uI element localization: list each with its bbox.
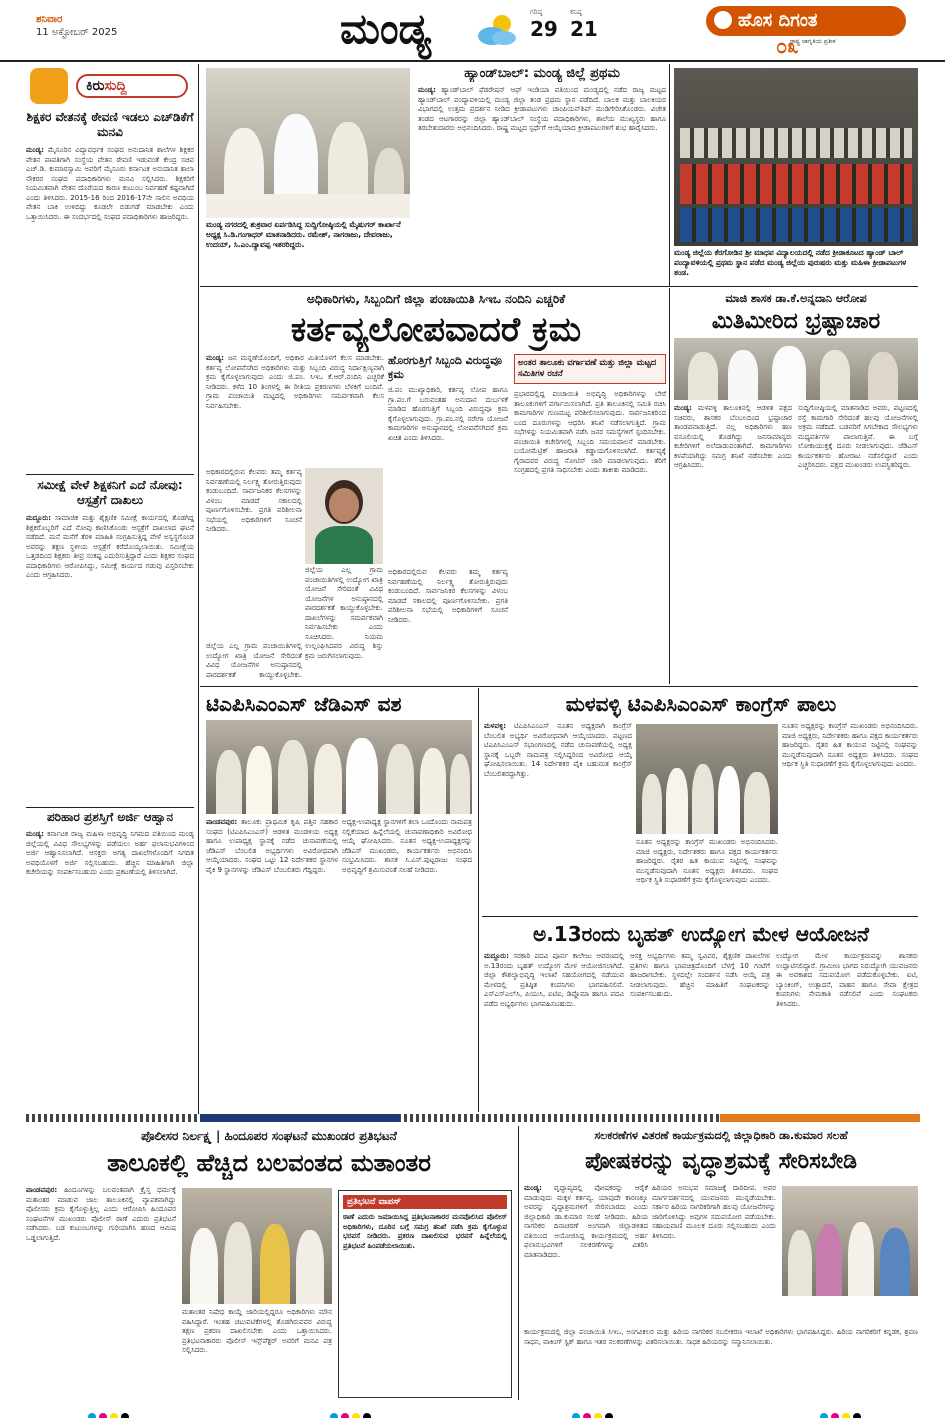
elders-body-col1 [524, 1184, 648, 1324]
megaphone-icon [30, 68, 68, 104]
lamp-icon [714, 11, 732, 29]
reg-dot [99, 1413, 107, 1418]
temp-min: ಕನಿಷ್ಠ 21 [570, 8, 598, 41]
brief-2-headline: ಸಮೀಕ್ಷೆ ವೇಳೆ ಶಿಕ್ಷಕನಿಗೆ ಎದೆ ನೋವು: ಆಸ್ಪತ್ರೆಗೆ ದಾಖಲು [37, 478, 183, 507]
jobfair-body-col3: ಉದ್ಯೋಗ ಮೇಳ ಕಾರ್ಯಕ್ರಮವನ್ನು ಶಾಸಕರು ಉದ್ಘಾಟಿಸಲಿದ್ದಾರೆ. ಗ್ರಾಮೀಣ ಭಾಗದ ನಿರುದ್ಯೋಗಿ ಯುವಜನರು ಈ ಅವಕಾಶದ ಸದುಪಯೋಗ ಪಡೆದುಕೊಳ್ಳಬೇಕು. ಐಟಿ, ಬ್ಯಾಂಕಿಂಗ್, ಉತ್ಪಾದನೆ, ವಾಹನ ಹಾಗೂ ಸೇವಾ ಕ್ಷೇತ್ರದ ಕಂಪನಿಗಳು ನೇಮಕಾತಿ ನಡೆಸಲಿವೆ ಎಂದು ಸಂಘಟಕರು ತಿಳಿಸಿದರು. [776, 952, 918, 1008]
reg-dot [853, 1413, 861, 1418]
jds-body-col1 [206, 818, 338, 1110]
masthead-date-block [36, 14, 186, 38]
col-rule-jds [478, 688, 479, 1112]
elders-body-col2: ಹಿರಿಯರ ಅನುಭವ ಸಮಾಜಕ್ಕೆ ದಾರಿದೀಪ. ಅವರ ಮಾರ್ಗದರ್ಶನದಲ್ಲಿ ಯುವಜನರು ಮುನ್ನಡೆಯಬೇಕು. ಸರ್ಕಾರ ಹಿರಿಯ ನಾಗರಿಕರಿಗಾಗಿ ಹಲವು ಯೋಜನೆಗಳನ್ನು ಜಾರಿಗೊಳಿಸಿದ್ದು ಅವುಗಳ ಸದುಪಯೋಗ ಪಡೆಯಬೇಕು. ಸಹಾಯವಾಣಿ ಮೂಲಕ ದೂರು ಸಲ್ಲಿಸಬಹುದು ಎಂದು ತಿಳಿಸಿದರು. [652, 1184, 776, 1240]
conversion-dateline: ಪಾಂಡವಪುರ: [26, 1186, 58, 1194]
lead-box-title: ಹೊರಗುತ್ತಿಗೆ ಸಿಬ್ಬಂದಿ ವಿರುದ್ಧವೂ ಕ್ರಮ [388, 354, 502, 381]
lead-body-col3: ಅಧಿಕಾರದಲ್ಲಿರುವ ಕೆಲವರು ತಮ್ಮ ಕರ್ತವ್ಯ ನಿರ್ವಹಣೆಯಲ್ಲಿ ನಿರ್ಲಕ್ಷ್ಯ ತೋರುತ್ತಿರುವುದು ಕಂಡುಬಂದಿದೆ. ಸಾರ್ವಜನಿಕರ ಕೆಲಸಗಳನ್ನು ವಿಳಂಬ ಮಾಡದೆ ಸಕಾಲದಲ್ಲಿ ಪೂರ್ಣಗೊಳಿಸಬೇಕು. ಪ್ರಗತಿ ಪರಿಶೀಲನಾ ಸಭೆಯಲ್ಲಿ ಅಧಿಕಾರಿಗಳಿಗೆ ಸೂಚನೆ ನೀಡಿದರು. [388, 568, 508, 624]
handball-headline: ಹ್ಯಾಂಡ್‌ಬಾಲ್: ಮಂಡ್ಯ ಜಿಲ್ಲೆ ಪ್ರಥಮ [464, 66, 620, 81]
brief-divider-1 [26, 474, 194, 475]
lead-body-col1c: ಜಿಲ್ಲೆಯ ಎಲ್ಲ ಗ್ರಾಮ ಪಂಚಾಯಿತಿಗಳಲ್ಲಿ ಉದ್ಯೋಗ ಖಾತ್ರಿ ಯೋಜನೆ ಸೇರಿದಂತೆ ವಿವಿಧ ಯೋಜನೆಗಳ ಅನುಷ್ಠಾನದಲ್ಲಿ ಪಾರದರ್ಶಕತೆ ಕಾಯ್ದುಕೊಳ್ಳಬೇಕು. ದಾಖಲೆಗಳನ್ನು ಸಮರ್ಪಕವಾಗಿ ನಿರ್ವಹಿಸಬೇಕು ಎಂದು ಸೂಚಿಸಿದರು. ನಿಯಮ ಉಲ್ಲಂಘಿಸಿದವರ ವಿರುದ್ಧ ಶಿಸ್ತು ಕ್ರಮ ಜರುಗಿಸಲಾಗುವುದು. [305, 566, 383, 660]
brief-2-text: ಸಾಮಾಜಿಕ ಮತ್ತು ಶೈಕ್ಷಣಿಕ ಸಮೀಕ್ಷೆ ಕಾರ್ಯದಲ್ಲಿ ತೊಡಗಿದ್ದ ಶಿಕ್ಷಕರೊಬ್ಬರಿಗೆ ಎದೆ ನೋವು ಕಾಣಿಸಿಕೊಂಡು ಆಸ್ಪತ್ರೆಗೆ ದಾಖಲಾದ ಘಟನೆ ನಡೆದಿದೆ. ಮನೆ ಮನೆಗೆ ತೆರಳಿ ಮಾಹಿತಿ ಸಂಗ್ರಹಿಸುತ್ತಿದ್ದ ವೇಳೆ ಅಸ್ವಸ್ಥಗೊಂಡ ಅವರನ್ನು ತಕ್ಷಣ ಸ್ಥಳೀಯ ಆಸ್ಪತ್ರೆಗೆ ಕರೆದೊಯ್ಯಲಾಯಿತು. ಸಮೀಕ್ಷೆಯ ಒತ್ತಡದಿಂದ ಶಿಕ್ಷಕರು ತೀವ್ರ ಸಂಕಷ್ಟ ಎದುರಿಸುತ್ತಿದ್ದಾರೆ ಎಂದು ಶಿಕ್ಷಕರ ಸಂಘದ ಪದಾಧಿಕಾರಿಗಳು ಆರೋಪಿಸಿದ್ದು, ಸಮೀಕ್ಷೆ ಕಾರ್ಯದ ಗಡುವು ವಿಸ್ತರಿಸಬೇಕು ಎಂದು ಆಗ್ರಹಿಸಿದರು. [26, 514, 194, 579]
lead-sidebar-title-box [514, 354, 666, 384]
brief-3-text: ಕರ್ನಾಟಕ ರಾಜ್ಯ ಮಹಿಳಾ ಅಭಿವೃದ್ಧಿ ನಿಗಮದ ವತಿಯಿಂದ ಮಂಡ್ಯ ಜಿಲ್ಲೆಯಲ್ಲಿ ವಿವಿಧ ಸೌಲಭ್ಯಗಳನ್ನು ಪಡೆಯಲು ಅರ್ಹ ಫಲಾನುಭವಿಗಳಿಂದ ಅರ್ಜಿ ಆಹ್ವಾನಿಸಲಾಗಿದೆ. ಆಸಕ್ತರು ಅಗತ್ಯ ದಾಖಲೆಗಳೊಂದಿಗೆ ನಿಗದಿತ ಅವಧಿಯೊಳಗೆ ಅರ್ಜಿ ಸಲ್ಲಿಸಬಹುದು. ಹೆಚ್ಚಿನ ಮಾಹಿತಿಗಾಗಿ ಜಿಲ್ಲಾ ಕಚೇರಿಯನ್ನು ಸಂಪರ್ಕಿಸಬಹುದು ಎಂದು ಪ್ರಕಟಣೆಯಲ್ಲಿ ತಿಳಿಸಲಾಗಿದೆ. [26, 830, 194, 876]
lead-box [388, 354, 508, 564]
conversion-headline: ತಾಲೂಕಲ್ಲಿ ಹೆಚ್ಚಿದ ಬಲವಂತದ ಮತಾಂತರ [107, 1149, 431, 1177]
brief-3-body [26, 830, 194, 1106]
jds-body-1: ತಾಲೂಕು ಪ್ರಾಥಮಿಕ ಕೃಷಿ ಪತ್ತಿನ ಸಹಕಾರ ಸಂಘದ (ಟಿಎಪಿಸಿಎಂಎಸ್) ಆಡಳಿತ ಮಂಡಳಿಯ ಅಧ್ಯಕ್ಷ ಹಾಗೂ ಉಪಾಧ್ಯಕ್ಷ ಸ್ಥಾನಕ್ಕೆ ನಡೆದ ಚುನಾವಣೆಯಲ್ಲಿ ಜೆಡಿಎಸ್ ಬೆಂಬಲಿತ ಅಭ್ಯರ್ಥಿಗಳು ಅವಿರೋಧವಾಗಿ ಆಯ್ಕೆಯಾದರು. ಸಂಘದ ಒಟ್ಟು 12 ನಿರ್ದೇಶಕರ ಸ್ಥಾನಗಳ ಪೈಕಿ 9 ಸ್ಥಾನಗಳನ್ನು ಜೆಡಿಎಸ್ ಬೆಂಬಲಿತರು ಗೆದ್ದಿದ್ದರು. [206, 818, 338, 874]
lead-body-bottom: ಜಿಲ್ಲೆಯ ಎಲ್ಲ ಗ್ರಾಮ ಪಂಚಾಯಿತಿಗಳಲ್ಲಿ ಉದ್ಯೋಗ ಖಾತ್ರಿ ಯೋಜನೆ ಸೇರಿದಂತೆ ವಿವಿಧ ಯೋಜನೆಗಳ ಅನುಷ್ಠಾನದಲ್ಲಿ ಪಾರದರ್ಶಕತೆ ಕಾಯ್ದುಕೊಳ್ಳಬೇಕು. [206, 642, 302, 679]
masthead [0, 0, 945, 62]
protest-photo [182, 1188, 332, 1304]
handball-caption: ಮಂಡ್ಯ ಜಿಲ್ಲೆಯ ಕೆರಗೋಡಿನ ಶ್ರೀ ಮಾಧವ ವಿದ್ಯಾಲಯದಲ್ಲಿ ನಡೆದ ಕ್ರೀಡಾಕೂಟದ ಹ್ಯಾಂಡ್ ಬಾಲ್ ಪಂದ್ಯಾವಳಿಯಲ್ಲಿ ಪ್ರಥಮ ಸ್ಥಾನ ಪಡೆದ ಮಂಡ್ಯ ಜಿಲ್ಲೆಯ ಪುರುಷರು ಮತ್ತು ಮಹಿಳಾ ಕ್ರೀಡಾಪಟುಗಳ ತಂಡ. [674, 248, 907, 277]
col-rule-lead [669, 288, 670, 684]
reg-dot [583, 1413, 591, 1418]
masthead-date: 11 ಅಕ್ಟೋಬರ್ 2025 [36, 27, 118, 38]
lead-dateline: ಮಂಡ್ಯ: [206, 354, 224, 362]
brief-1-headline: ಶಿಕ್ಷಕರ ವೇತನಕ್ಕೆ ಠೇವಣಿ ಇಡಲು ಎಚ್‌ಡಿಕೆಗೆ ಮನವಿ [26, 110, 194, 139]
reg-dot [88, 1413, 96, 1418]
handball-text: ಹ್ಯಾಂಡ್‌ಬಾಲ್ ಫೆಡರೇಷನ್ ಆಫ್ ಇಂಡಿಯಾ ವತಿಯಿಂದ ಮಂಡ್ಯದಲ್ಲಿ ನಡೆದ ರಾಜ್ಯ ಮಟ್ಟದ ಹ್ಯಾಂಡ್‌ಬಾಲ್ ಪಂದ್ಯಾವಳಿಯಲ್ಲಿ ಮಂಡ್ಯ ಜಿಲ್ಲಾ ತಂಡ ಪ್ರಥಮ ಸ್ಥಾನ ಪಡೆದಿದೆ. ಬಾಲಕ ಮತ್ತು ಬಾಲಕಿಯರ ವಿಭಾಗದಲ್ಲಿ ಉತ್ತಮ ಪ್ರದರ್ಶನ ನೀಡಿದ ಕ್ರೀಡಾಪಟುಗಳು ಚಾಂಪಿಯನ್‌ಶಿಪ್ ಮುಡಿಗೇರಿಸಿಕೊಂಡರು. ವಿಜೇತ ತಂಡದ ಆಟಗಾರರನ್ನು ಜಿಲ್ಲಾ ಹ್ಯಾಂಡ್‌ಬಾಲ್ ಸಂಸ್ಥೆಯ ಪದಾಧಿಕಾರಿಗಳು, ಶಾಲೆಯ ಮುಖ್ಯಸ್ಥರು ಹಾಗೂ ತರಬೇತುದಾರರು ಅಭಿನಂದಿಸಿದರು. ರಾಷ್ಟ್ರ ಮಟ್ಟದ ಸ್ಪರ್ಧೆಗೆ ಆಯ್ಕೆಯಾದ ಕ್ರೀಡಾಪಟುಗಳಿಗೆ ಶುಭ ಹಾರೈಸಿದರು. [418, 86, 666, 132]
elders-event-photo [782, 1186, 918, 1296]
brief-3-dateline: ಮಂಡ್ಯ: [26, 830, 44, 838]
elders-kicker: ಸಲಕರಣೆಗಳ ವಿತರಣೆ ಕಾರ್ಯಕ್ರಮದಲ್ಲಿ ಜಿಲ್ಲಾಧಿಕಾರಿ ಡಾ.ಕುಮಾರ ಸಲಹೆ [594, 1129, 848, 1142]
kirusuddi-label-b: ಸುದ್ದಿ [104, 78, 127, 94]
section-divider-accent [200, 1114, 400, 1122]
lead-headline: ಕರ್ತವ್ಯಲೋಪವಾದರೆ ಕ್ರಮ [290, 310, 582, 350]
page-number: ೦೩ [776, 34, 799, 58]
row-rule-2 [200, 686, 918, 687]
conversion-kicker: ಪೊಲೀಸರ ನಿರ್ಲಕ್ಷ್ಯ | ಹಿಂದೂಪರ ಸಂಘಟನೆ ಮುಖಂಡರ ಪ್ರತಿಭಟನೆ [141, 1129, 397, 1143]
section-divider-accent-2 [720, 1114, 920, 1122]
col-rule-handball [669, 64, 670, 286]
brief-divider-2 [26, 807, 194, 808]
reg-dot [594, 1413, 602, 1418]
paper-tagline: ರಾಷ್ಟ್ರ ಜಾಗೃತಿಯ ಪ್ರತೀಕ [790, 38, 836, 45]
press-meet-caption: ಮಂಡ್ಯ ನಗರದಲ್ಲಿ ಶುಕ್ರವಾರ ಏರ್ಪಡಿಸಿದ್ದ ಸುದ್ದಿಗೋಷ್ಠಿಯಲ್ಲಿ ಮೈಷುಗರ್ ಕಾರ್ಖಾನೆ ಅಧ್ಯಕ್ಷ ಸಿ.ಡಿ.ಗಂಗಾಧರ್ ಮಾತನಾಡಿದರು. ರಮೇಶ್, ನಾಗರಾಜು, ದೇವರಾಜು, ಉದಯ್, ಸಿ.ಎಂ.ದ್ಯಾವಪ್ಪ ಇತರರಿದ್ದರು. [206, 220, 401, 249]
mla-body-1: ಮಳವಳ್ಳಿ ತಾಲೂಕಿನಲ್ಲಿ ಆಡಳಿತ ಪಕ್ಷದ ಸಚಿವರು, ಶಾಸಕರ ಬೆಂಬಲದಿಂದ ಭ್ರಷ್ಟಾಚಾರ ತಾಂಡವವಾಡುತ್ತಿದೆ. ನಲ್ಲ ಅಧಿಕಾರಿಗಳು ಹಣ ವಸೂಲಿಯಲ್ಲಿ ತೊಡಗಿದ್ದು ಜನಸಾಮಾನ್ಯರು ಕಚೇರಿಗಳಿಗೆ ಅಲೆದಾಡುವಂತಾಗಿದೆ. ಕಾಮಗಾರಿಗಳು ಕಳಪೆಯಾಗಿದ್ದು ಸಮಗ್ರ ತನಿಖೆ ನಡೆಸಬೇಕು ಎಂದು ಆಗ್ರಹಿಸಿದರು. [674, 404, 792, 469]
reg-dot [842, 1413, 850, 1418]
masthead-rule [0, 60, 945, 62]
reg-dot [831, 1413, 839, 1418]
reg-dot [605, 1413, 613, 1418]
weather-icon [472, 10, 522, 50]
elders-headline: ಪೋಷಕರನ್ನು ವೃದ್ಧಾಶ್ರಮಕ್ಕೆ ಸೇರಿಸಬೇಡಿ [585, 1149, 857, 1174]
lead-kicker: ಅಧಿಕಾರಿಗಳು, ಸಿಬ್ಬಂದಿಗೆ ಜಿಲ್ಲಾ ಪಂಚಾಯಿತಿ ಸಿಇಒ ನಂದಿನಿ ಎಚ್ಚರಿಕೆ [306, 292, 566, 306]
jobfair-headline: ಅ.13ರಂದು ಬೃಹತ್ ಉದ್ಯೋಗ ಮೇಳ ಆಯೋಜನೆ [533, 922, 869, 946]
lead-body-col1b: ಅಧಿಕಾರದಲ್ಲಿರುವ ಕೆಲವರು ತಮ್ಮ ಕರ್ತವ್ಯ ನಿರ್ವಹಣೆಯಲ್ಲಿ ನಿರ್ಲಕ್ಷ್ಯ ತೋರುತ್ತಿರುವುದು ಕಂಡುಬಂದಿದೆ. ಸಾರ್ವಜನಿಕರ ಕೆಲಸಗಳನ್ನು ವಿಳಂಬ ಮಾಡದೆ ಸಕಾಲದಲ್ಲಿ ಪೂರ್ಣಗೊಳಿಸಬೇಕು. ಪ್ರಗತಿ ಪರಿಶೀಲನಾ ಸಭೆಯಲ್ಲಿ ಅಧಿಕಾರಿಗಳಿಗೆ ಸೂಚನೆ ನೀಡಿದರು. [206, 468, 302, 533]
reg-dot [330, 1413, 338, 1418]
mla-body-col2: ಸುದ್ದಿಗೋಷ್ಠಿಯಲ್ಲಿ ಮಾತನಾಡಿದ ಅವರು, ಪಟ್ಟಣದಲ್ಲಿ ರಸ್ತೆ ಕಾಮಗಾರಿ ಸೇರಿದಂತೆ ಹಲವು ಯೋಜನೆಗಳಲ್ಲಿ ಅಕ್ರಮ ನಡೆದಿದೆ. ಬಡವರಿಗೆ ಸಿಗಬೇಕಾದ ಸೌಲಭ್ಯಗಳು ಮಧ್ಯವರ್ತಿಗಳ ಪಾಲಾಗುತ್ತಿವೆ. ಈ ಬಗ್ಗೆ ಲೋಕಾಯುಕ್ತಕ್ಕೆ ದೂರು ನೀಡಲಾಗುವುದು. ಜೆಡಿಎಸ್ ಕಾರ್ಯಕರ್ತರು ಹೋರಾಟ ನಡೆಸಲಿದ್ದಾರೆ ಎಂದು ಎಚ್ಚರಿಸಿದರು. ಪಕ್ಷದ ಮುಖಂಡರು ಉಪಸ್ಥಿತರಿದ್ದರು. [798, 404, 918, 469]
lead-sidebar-body: ಪ್ರಭಾರದಲ್ಲಿದ್ದ ಪಂಚಾಯಿತಿ ಅಭಿವೃದ್ಧಿ ಅಧಿಕಾರಿಗಳನ್ನು ಬೇರೆ ತಾಲೂಕುಗಳಿಗೆ ವರ್ಗಾಯಿಸಲಾಗಿದೆ. ಪ್ರತಿ ತಾಲೂಕಿನಲ್ಲಿ ಸಮಿತಿ ರಚಿಸಿ ಕಾಮಗಾರಿಗಳ ಗುಣಮಟ್ಟ ಪರಿಶೀಲಿಸಲಾಗುವುದು. ಸಾರ್ವಜನಿಕರಿಂದ ಬಂದ ದೂರುಗಳನ್ನು ಆಧರಿಸಿ ತನಿಖೆ ನಡೆಸಲಾಗುತ್ತಿದೆ. ಗ್ರಾಮ ಸಭೆಗಳನ್ನು ನಿಯಮಿತವಾಗಿ ನಡೆಸಿ ಜನರ ಸಮಸ್ಯೆಗಳಿಗೆ ಸ್ಪಂದಿಸಬೇಕು. ಪಂಚಾಯಿತಿ ಕಚೇರಿಗಳಲ್ಲಿ ಸಿಬ್ಬಂದಿ ಸಮಯಪಾಲನೆ ಮಾಡಬೇಕು. ಬಯೋಮೆಟ್ರಿಕ್ ಹಾಜರಾತಿ ಕಡ್ಡಾಯಗೊಳಿಸಲಾಗಿದೆ. ಕರ್ತವ್ಯಕ್ಕೆ ಗೈರಾದವರ ವಿರುದ್ಧ ನೋಟಿಸ್ ಜಾರಿ ಮಾಡಲಾಗುವುದು. ತೆರಿಗೆ ಸಂಗ್ರಹದಲ್ಲಿ ಪ್ರಗತಿ ಸಾಧಿಸಬೇಕು ಎಂದು ತಾಕೀತು ಮಾಡಿದರು. [514, 390, 666, 474]
lead-body-col1 [206, 354, 384, 464]
jobfair-body-col1 [484, 952, 624, 1112]
lead-box-body: ಜಿ.ಪಂ ಮುಖ್ಯಾಧಿಕಾರಿ, ಕರ್ತವ್ಯ ಲೋಪ ಹಾಗೂ ಗ್ರಾ.ಪಂ.ಗೆ ಬರುವಂತಹ ಅನುದಾನ ದುರ್ಬಳಕೆ ಮಾಡಿದ ಹೊರಗುತ್ತಿಗೆ ಸಿಬ್ಬಂದಿ ವಿರುದ್ಧವೂ ಕ್ರಮ ಕೈಗೊಳ್ಳಲಾಗುವುದು. ಗ್ರಾ.ಪಂ.ನಲ್ಲಿ ನರೇಗಾ ಯೋಜನೆ ಕಾಮಗಾರಿಗಳ ಅನುಷ್ಠಾನದಲ್ಲಿ ಲೋಪವೆಸಗಿದರೆ ಕ್ರಮ ಖಚಿತ ಎಂದು ತಿಳಿಸಿದರು. [388, 386, 508, 442]
temp-max: ಗರಿಷ್ಠ 29 [530, 8, 558, 41]
reg-dot [121, 1413, 129, 1418]
jds-dateline: ಪಾಂಡವಪುರ: [206, 818, 238, 826]
congress-body-col1 [484, 722, 632, 912]
paper-logo [706, 6, 906, 36]
row-rule-congress [482, 916, 918, 917]
lead-sidebar [514, 354, 666, 680]
congress-group-photo [636, 724, 778, 834]
conversion-box-title: ಪ್ರತಿಭಟನೆ ವಾಪಸ್ [343, 1195, 507, 1209]
congress-headline: ಮಳವಳ್ಳಿ ಟಿಎಪಿಸಿಎಂಎಸ್ ಕಾಂಗ್ರೆಸ್ ಪಾಲು [565, 692, 837, 716]
jobfair-body-col2: ಆಸಕ್ತ ಅಭ್ಯರ್ಥಿಗಳು ತಮ್ಮ ಸ್ವವಿವರ, ಶೈಕ್ಷಣಿಕ ದಾಖಲೆಗಳ ಪ್ರತಿಗಳು ಹಾಗೂ ಭಾವಚಿತ್ರದೊಂದಿಗೆ ಬೆಳಗ್ಗೆ 10 ಗಂಟೆಗೆ ಹಾಜರಾಗಬೇಕು. ಸ್ಥಳದಲ್ಲೇ ಸಂದರ್ಶನ ನಡೆಸಿ ಆಯ್ಕೆ ಪತ್ರ ನೀಡಲಾಗುವುದು. ಹೆಚ್ಚಿನ ಮಾಹಿತಿಗೆ ಸಂಘಟಕರನ್ನು ಸಂಪರ್ಕಿಸಬಹುದು. [630, 952, 770, 998]
elders-body-1: ವೃದ್ಧಾಪ್ಯದಲ್ಲಿ ಪೋಷಕರನ್ನು ಆರೈಕೆ ಮಾಡುವುದು ಮಕ್ಕಳ ಕರ್ತವ್ಯ. ಯಾವುದೇ ಕಾರಣಕ್ಕೂ ಅವರನ್ನು ವೃದ್ಧಾಶ್ರಮಗಳಿಗೆ ಸೇರಿಸಬಾರದು ಎಂದು ಜಿಲ್ಲಾಧಿಕಾರಿ ಡಾ.ಕುಮಾರ ಸಲಹೆ ನೀಡಿದರು. ಹಿರಿಯ ನಾಗರಿಕರ ದಿನಾಚರಣೆ ಅಂಗವಾಗಿ ಜಿಲ್ಲಾಡಳಿತದ ವತಿಯಿಂದ ಆಯೋಜಿಸಿದ್ದ ಕಾರ್ಯಕ್ರಮದಲ್ಲಿ ಅರ್ಹ ಫಲಾನುಭವಿಗಳಿಗೆ ಸಲಕರಣೆಗಳನ್ನು ವಿತರಿಸಿ ಮಾತನಾಡಿದರು. [524, 1184, 648, 1259]
ceo-portrait [305, 468, 383, 564]
reg-dot [110, 1413, 118, 1418]
registration-marks-center [330, 1406, 390, 1416]
conversion-body-col2: ಮತಾಂತರ ನಿಷೇಧ ಕಾಯ್ದೆ ಜಾರಿಯಲ್ಲಿದ್ದರೂ ಅಧಿಕಾರಿಗಳು ಮೌನ ವಹಿಸಿದ್ದಾರೆ. ಇಂತಹ ಚಟುವಟಿಕೆಗಳಲ್ಲಿ ತೊಡಗಿರುವವರ ವಿರುದ್ಧ ತಕ್ಷಣ ಪ್ರಕರಣ ದಾಖಲಿಸಬೇಕು ಎಂದು ಒತ್ತಾಯಿಸಿದರು. ಪ್ರತಿಭಟನಾಕಾರರು ಪೊಲೀಸ್ ಇನ್ಸ್‌ಪೆಕ್ಟರ್ ಅವರಿಗೆ ಮನವಿ ಪತ್ರ ಸಲ್ಲಿಸಿದರು. [182, 1308, 332, 1354]
masthead-day: ಶನಿವಾರ [36, 14, 63, 25]
reg-dot [352, 1413, 360, 1418]
congress-dateline: ಮಳವಳ್ಳಿ: [484, 722, 507, 730]
brief-2-body [26, 514, 194, 804]
congress-body-1: ಟಿಎಪಿಸಿಎಂಎಸ್ ನೂತನ ಅಧ್ಯಕ್ಷರಾಗಿ ಕಾಂಗ್ರೆಸ್ ಬೆಂಬಲಿತ ಅಭ್ಯರ್ಥಿ ಅವಿರೋಧವಾಗಿ ಆಯ್ಕೆಯಾದರು. ಪಟ್ಟಣದ ಟಿಎಪಿಸಿಎಂಎಸ್ ಸಭಾಂಗಣದಲ್ಲಿ ನಡೆದ ಚುನಾವಣೆಯಲ್ಲಿ ಅಧ್ಯಕ್ಷ ಸ್ಥಾನಕ್ಕೆ ಒಬ್ಬರೇ ನಾಮಪತ್ರ ಸಲ್ಲಿಸಿದ್ದರಿಂದ ಅವಿರೋಧ ಆಯ್ಕೆ ಘೋಷಿಸಲಾಯಿತು. 14 ನಿರ್ದೇಶಕರ ಪೈಕಿ ಬಹುಮತ ಕಾಂಗ್ರೆಸ್ ಬೆಂಬಲಿತರದ್ದಾಗಿತ್ತು. [484, 722, 632, 778]
brief-1-text: ಮೈಸೂರಿನ ವಿದ್ಯಾವರ್ಧಕ ಸಂಘದ ಅನುದಾನಿತ ಶಾಲೆಗಳ ಶಿಕ್ಷಕರ ವೇತನ ಪಾವತಿಗಾಗಿ ಸಂಸ್ಥೆಯ ವೇತನ ಠೇವಣಿ ಇಡುವಂತೆ ಕೇಂದ್ರ ಸಚಿವ ಎಚ್.ಡಿ. ಕುಮಾರಸ್ವಾಮಿ ಅವರಿಗೆ ಮೈಸೂರು ಕರ್ನಾಟಕ ಅನುದಾನಿತ ಶಾಲಾ ನೌಕರರ ಸಂಘದ ಪದಾಧಿಕಾರಿಗಳು ಮನವಿ ಸಲ್ಲಿಸಿದರು. ಶಿಕ್ಷಕರಿಗೆ ನಿಯಮಿತವಾಗಿ ವೇತನ ದೊರೆಯದ ಕಾರಣ ಕುಟುಂಬ ನಿರ್ವಹಣೆ ಕಷ್ಟವಾಗಿದೆ ಎಂದು ತಿಳಿಸಿದರು. 2015-16 ರಿಂದ 2016-17ನೇ ಸಾಲಿನ ಅವಧಿಯ ವೇತನ ಬಾಕಿ ಉಳಿದಿದ್ದು ಕೂಡಲೇ ಬಿಡುಗಡೆ ಮಾಡಬೇಕು ಎಂದು ಒತ್ತಾಯಿಸಿದರು. ಈ ಸಂದರ್ಭದಲ್ಲಿ ಸಂಘದ ಪದಾಧಿಕಾರಿಗಳು ಹಾಜರಿದ್ದರು. [26, 146, 194, 221]
jobfair-dateline: ಮದ್ದೂರು: [484, 952, 510, 960]
row-rule-1 [200, 286, 918, 287]
registration-marks-mid [572, 1406, 632, 1416]
conversion-box-body: ಠಾಣೆ ಎದುರು ಜಮಾಯಿಸಿದ್ದ ಪ್ರತಿಭಟನಾಕಾರರ ಮನವೊಲಿಸಿದ ಪೊಲೀಸ್ ಅಧಿಕಾರಿಗಳು, ದೂರಿನ ಬಗ್ಗೆ ಸಮಗ್ರ ತನಿಖೆ ನಡೆಸಿ ಕ್ರಮ ಕೈಗೊಳ್ಳುವ ಭರವಸೆ ನೀಡಿದರು. ಪ್ರಕರಣ ದಾಖಲಿಸುವ ಭರವಸೆ ಹಿನ್ನೆಲೆಯಲ್ಲಿ ಪ್ರತಿಭಟನೆ ಹಿಂಪಡೆಯಲಾಯಿತು. [343, 1213, 507, 1250]
reg-dot [572, 1413, 580, 1418]
jds-headline: ಟಿಎಪಿಸಿಎಂಎಸ್ ಜೆಡಿಎಸ್ ವಶ [206, 692, 402, 716]
mla-press-photo [674, 338, 918, 400]
registration-marks-left [88, 1406, 148, 1416]
mla-headline: ಮಿತಿಮೀರಿದ ಭ್ರಷ್ಟಾಚಾರ [711, 309, 881, 334]
paper-name: ಹೊಸ ದಿಗಂತ [738, 10, 818, 31]
handball-dateline: ಮಂಡ್ಯ: [418, 86, 436, 94]
masthead-city: ಮಂಡ್ಯ [340, 4, 432, 53]
registration-marks-right [820, 1406, 880, 1416]
elders-body-col3: ಕಾರ್ಯಕ್ರಮದಲ್ಲಿ ಜಿಲ್ಲಾ ಪಂಚಾಯಿತಿ ಸಿಇಒ, ಅಂಗವಿಕಲರ ಮತ್ತು ಹಿರಿಯ ನಾಗರಿಕರ ಸಬಲೀಕರಣ ಇಲಾಖೆ ಅಧಿಕಾರಿಗಳು ಭಾಗವಹಿಸಿದ್ದರು. ಹಿರಿಯ ನಾಗರಿಕರಿಗೆ ಕನ್ನಡಕ, ಶ್ರವಣ ಸಾಧನ, ವಾಕಿಂಗ್ ಸ್ಟಿಕ್ ಹಾಗೂ ಇತರ ಸಲಕರಣೆಗಳನ್ನು ವಿತರಿಸಲಾಯಿತು. ಸಾಧಕ ಹಿರಿಯರನ್ನು ಸನ್ಮಾನಿಸಲಾಯಿತು. [524, 1328, 918, 1346]
lead-sidebar-title: ಅಂತರ ತಾಲೂಕು ವರ್ಗಾವಣೆ ಮತ್ತು ಜಿಲ್ಲಾ ಮಟ್ಟದ ಸಮಿತಿಗಳ ರಚನೆ [518, 358, 657, 379]
reg-dot [363, 1413, 371, 1418]
lead-body-1: ಜನ ಮನ್ನಣೆಯೊಂದಿಗೆ, ಅಧಿಕಾರ ಮಿತಿಯೊಳಗೆ ಕೆಲಸ ಮಾಡಬೇಕು. ಕರ್ತವ್ಯ ಲೋಪವೆಸಗಿದ ಅಧಿಕಾರಿಗಳು ಮತ್ತು ಸಿಬ್ಬಂದಿ ವಿರುದ್ಧ ನಿರ್ದಾಕ್ಷಿಣ್ಯವಾಗಿ ಕ್ರಮ ಕೈಗೊಳ್ಳಲಾಗುವುದು ಎಂದು ಜಿ.ಪಂ. ಸಿಇಒ ಕೆ.ಆರ್.ನಂದಿನಿ ಎಚ್ಚರಿಕೆ ನೀಡಿದರು. ಕಳೆದ 10 ತಿಂಗಳಲ್ಲಿ ಈ ರೀತಿಯ ಪ್ರಕರಣಗಳು ಬೆಳಕಿಗೆ ಬಂದಿವೆ. ಗ್ರಾಮ ಪಂಚಾಯಿತಿ ಮಟ್ಟದಲ್ಲಿ ಅಧಿಕಾರಿಗಳು ಸಮರ್ಪಕವಾಗಿ ಕೆಲಸ ನಿರ್ವಹಿಸಬೇಕು. [206, 354, 384, 410]
mla-dateline: ಮಂಡ್ಯ: [674, 404, 692, 412]
reg-dot [820, 1413, 828, 1418]
conversion-body-col1 [26, 1186, 176, 1396]
mla-body-col1 [674, 404, 792, 680]
press-meet-photo [206, 68, 410, 218]
kirusuddi-label-a: ಕಿರು [86, 78, 105, 94]
handball-team-photo [674, 68, 918, 246]
brief-1-dateline: ಮಂಡ್ಯ: [26, 146, 44, 154]
handball-body [418, 86, 666, 282]
reg-dot [341, 1413, 349, 1418]
jds-body-col2: ಅಧ್ಯಕ್ಷ-ಉಪಾಧ್ಯಕ್ಷ ಸ್ಥಾನಗಳಿಗೆ ತಲಾ ಒಂದೊಂದು ನಾಮಪತ್ರ ಸಲ್ಲಿಕೆಯಾದ ಹಿನ್ನೆಲೆಯಲ್ಲಿ ಚುನಾವಣಾಧಿಕಾರಿ ಅವಿರೋಧ ಆಯ್ಕೆ ಘೋಷಿಸಿದರು. ನೂತನ ಅಧ್ಯಕ್ಷ-ಉಪಾಧ್ಯಕ್ಷರನ್ನು ಜೆಡಿಎಸ್ ಮುಖಂಡರು, ಕಾರ್ಯಕರ್ತರು ಅಭಿನಂದಿಸಿ ಸಂಭ್ರಮಿಸಿದರು. ಶಾಸಕ ಸಿ.ಎಸ್.ಪುಟ್ಟರಾಜು ಸಂಘದ ಅಭಿವೃದ್ಧಿಗೆ ಶ್ರಮಿಸುವಂತೆ ಸಲಹೆ ನೀಡಿದರು. [342, 818, 472, 874]
mla-kicker: ಮಾಜಿ ಶಾಸಕ ಡಾ.ಕೆ.ಅನ್ನದಾನಿ ಆರೋಪ [725, 292, 867, 305]
brief-2-dateline: ಮದ್ದೂರು: [26, 514, 52, 522]
kirusuddi-label [26, 66, 194, 106]
kirusuddi-column [26, 64, 194, 1114]
jobfair-body-1: ಸರಕಾರಿ ಪದವಿ ಪೂರ್ವ ಕಾಲೇಜು ಆವರಣದಲ್ಲಿ ಅ.13ರಂದು ಬೃಹತ್ ಉದ್ಯೋಗ ಮೇಳ ಆಯೋಜಿಸಲಾಗಿದೆ. ಜಿಲ್ಲಾ ಕೌಶಲ್ಯಾಭಿವೃದ್ಧಿ ಇಲಾಖೆ ಸಹಯೋಗದಲ್ಲಿ ನಡೆಯುವ ಮೇಳದಲ್ಲಿ ಪ್ರತಿಷ್ಠಿತ ಕಂಪನಿಗಳು ಭಾಗವಹಿಸಲಿವೆ. ಎಸ್‌ಎಸ್‌ಎಲ್‌ಸಿ, ಪಿಯುಸಿ, ಐಟಿಐ, ಡಿಪ್ಲೊಮಾ ಹಾಗೂ ಪದವಿ ಪಡೆದ ಅಭ್ಯರ್ಥಿಗಳು ಭಾಗವಹಿಸಬಹುದು. [484, 952, 624, 1008]
conversion-box [338, 1190, 512, 1398]
brief-3-headline: ಪರಿಹಾರ ಪ್ರಶಸ್ತಿಗೆ ಅರ್ಜಿ ಆಹ್ವಾನ [46, 810, 174, 824]
col-rule-bottom [518, 1126, 519, 1400]
congress-body-col3: ನೂತನ ಅಧ್ಯಕ್ಷರನ್ನು ಕಾಂಗ್ರೆಸ್ ಮುಖಂಡರು ಅಭಿನಂದಿಸಿದರು. ಮಾಜಿ ಅಧ್ಯಕ್ಷರು, ನಿರ್ದೇಶಕರು ಹಾಗೂ ಪಕ್ಷದ ಕಾರ್ಯಕರ್ತರು ಹಾಜರಿದ್ದರು. ರೈತರ ಹಿತ ಕಾಯುವ ನಿಟ್ಟಿನಲ್ಲಿ ಸಂಘವನ್ನು ಮುನ್ನಡೆಸುವುದಾಗಿ ನೂತನ ಅಧ್ಯಕ್ಷರು ತಿಳಿಸಿದರು. ಸಂಘದ ಆರ್ಥಿಕ ಸ್ಥಿತಿ ಸುಧಾರಣೆಗೆ ಕ್ರಮ ಕೈಗೊಳ್ಳಲಾಗುವುದು ಎಂದರು. [782, 722, 918, 768]
conversion-body-1: ಹಿಂದೂಗಳನ್ನು ಬಲವಂತವಾಗಿ ಕ್ರೈಸ್ತ ಧರ್ಮಕ್ಕೆ ಮತಾಂತರ ಮಾಡುವ ಜಾಲ ತಾಲೂಕಿನಲ್ಲಿ ವ್ಯಾಪಕವಾಗಿದ್ದು ಪೊಲೀಸರು ಕ್ರಮ ಕೈಗೊಳ್ಳುತ್ತಿಲ್ಲ ಎಂದು ಆರೋಪಿಸಿ ಹಿಂದೂಪರ ಸಂಘಟನೆಗಳ ಮುಖಂಡರು ಪೊಲೀಸ್ ಠಾಣೆ ಎದುರು ಪ್ರತಿಭಟನೆ ನಡೆಸಿದರು. ಬಡ ಕುಟುಂಬಗಳನ್ನು ಗುರಿಯಾಗಿಸಿ ಹಣದ ಆಮಿಷ ಒಡ್ಡಲಾಗುತ್ತಿದೆ. [26, 1186, 176, 1242]
elders-dateline: ಮಂಡ್ಯ: [524, 1184, 542, 1192]
jds-celebration-photo [206, 720, 472, 814]
congress-body-col2: ನೂತನ ಅಧ್ಯಕ್ಷರನ್ನು ಕಾಂಗ್ರೆಸ್ ಮುಖಂಡರು ಅಭಿನಂದಿಸಿದರು. ಮಾಜಿ ಅಧ್ಯಕ್ಷರು, ನಿರ್ದೇಶಕರು ಹಾಗೂ ಪಕ್ಷದ ಕಾರ್ಯಕರ್ತರು ಹಾಜರಿದ್ದರು. ರೈತರ ಹಿತ ಕಾಯುವ ನಿಟ್ಟಿನಲ್ಲಿ ಸಂಘವನ್ನು ಮುನ್ನಡೆಸುವುದಾಗಿ ನೂತನ ಅಧ್ಯಕ್ಷರು ತಿಳಿಸಿದರು. ಸಂಘದ ಆರ್ಥಿಕ ಸ್ಥಿತಿ ಸುಧಾರಣೆಗೆ ಕ್ರಮ ಕೈಗೊಳ್ಳಲಾಗುವುದು ಎಂದರು. [636, 838, 778, 884]
col-rule-left [198, 64, 199, 1114]
